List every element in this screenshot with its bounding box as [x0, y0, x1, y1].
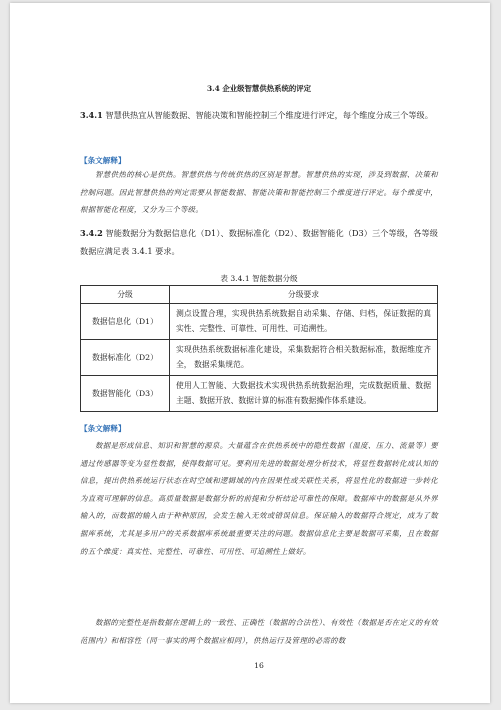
data-level-table	[80, 285, 438, 412]
table-caption: 表 3.4.1 智能数据分级	[220, 274, 298, 283]
explain-paragraph-3: 数据的完整性是指数据在逻辑上的一致性、正确性（数据的合法性）、有效性（数据是否在定义的有效范围内）和相容性（同一事实的两个数据应相同），供热运行及管理的必需的数	[80, 618, 438, 645]
clause-3-4-1	[80, 107, 438, 125]
clause-text: 智能数据分为数据信息化（D1）、数据标准化（D2）、数据智能化（D3）三个等级，各等级数据应满足表 3.4.1 要求。	[80, 228, 438, 256]
section-title: 3.4 企业级智慧供热系统的评定	[206, 84, 312, 93]
requirement-cell: 测点设置合理，实现供热系统数据自动采集、存储、归档，保证数据的真实性、完整性、可靠性、可用性、可追溯性。	[170, 304, 438, 340]
requirement-cell: 实现供热系统数据标准化建设，采集数据符合相关数据标准，数据维度齐全， 数据采集规范。	[170, 340, 438, 376]
table-header-row	[81, 286, 438, 304]
table-row	[81, 340, 438, 376]
requirement-cell: 使用人工智能、大数据技术实现供热系统数据治理，完成数据质量、数据主题、数据开放、数据计算的标准有数据操作体系建设。	[170, 376, 438, 412]
explain-tag: 【条文解释】	[80, 156, 126, 165]
clause-number: 3.4.1	[80, 110, 103, 120]
clause-text: 智慧供热宜从智能数据、智能决策和智能控制三个维度进行评定，每个维度分成三个等级。	[105, 110, 433, 120]
level-cell: 数据智能化（D3）	[81, 376, 170, 412]
table-header-requirement: 分级要求	[170, 286, 438, 304]
explain-paragraph-1: 智慧供热的核心是供热。智慧供热与传统供热的区别是智慧。智慧供热的实现，涉及到数据、决策和控制问题。因此智慧供热的判定需要从智能数据、智能决策和智能控制三个维度进行评定。每个维度中，根据智能化程度，又分为三个等级。	[80, 170, 438, 215]
explain-tag: 【条文解释】	[80, 424, 126, 433]
table-header-level: 分级	[81, 286, 170, 304]
level-cell: 数据信息化（D1）	[81, 304, 170, 340]
clause-3-4-2	[80, 225, 438, 260]
explain-paragraph-2: 数据是形成信息、知识和智慧的源泉。大量蕴含在供热系统中的隐性数据（温度、压力、流量等）要通过传感器等变为显性数据，使得数据可见。要利用先进的数据处理分析技术，将显性数据转化成认知的信息，提出供热系统运行状态在时空域和逻辑域的内在因果性或关联性关系，将显性化的数据进一步转化为直观可理解的信息。高质量数据是数据分析的前提和分析结论可靠性的保障。数据库中的数据是从外界输入的，而数据的输入由于种种原因，会发生输入无效或错误信息。保证输入的数据符合规定，成为了数据库系统，尤其是多用户的关系数据库系统最重要关注的问题。数据信息化主要是数据可采集，且在数据的五个维度：真实性、完整性、可靠性、可用性、可追溯性上做好。	[80, 441, 438, 556]
table-row	[81, 376, 438, 412]
clause-number: 3.4.2	[80, 228, 103, 238]
document-page	[10, 3, 490, 703]
table-row	[81, 304, 438, 340]
page-number: 16	[254, 661, 264, 670]
level-cell: 数据标准化（D2）	[81, 340, 170, 376]
